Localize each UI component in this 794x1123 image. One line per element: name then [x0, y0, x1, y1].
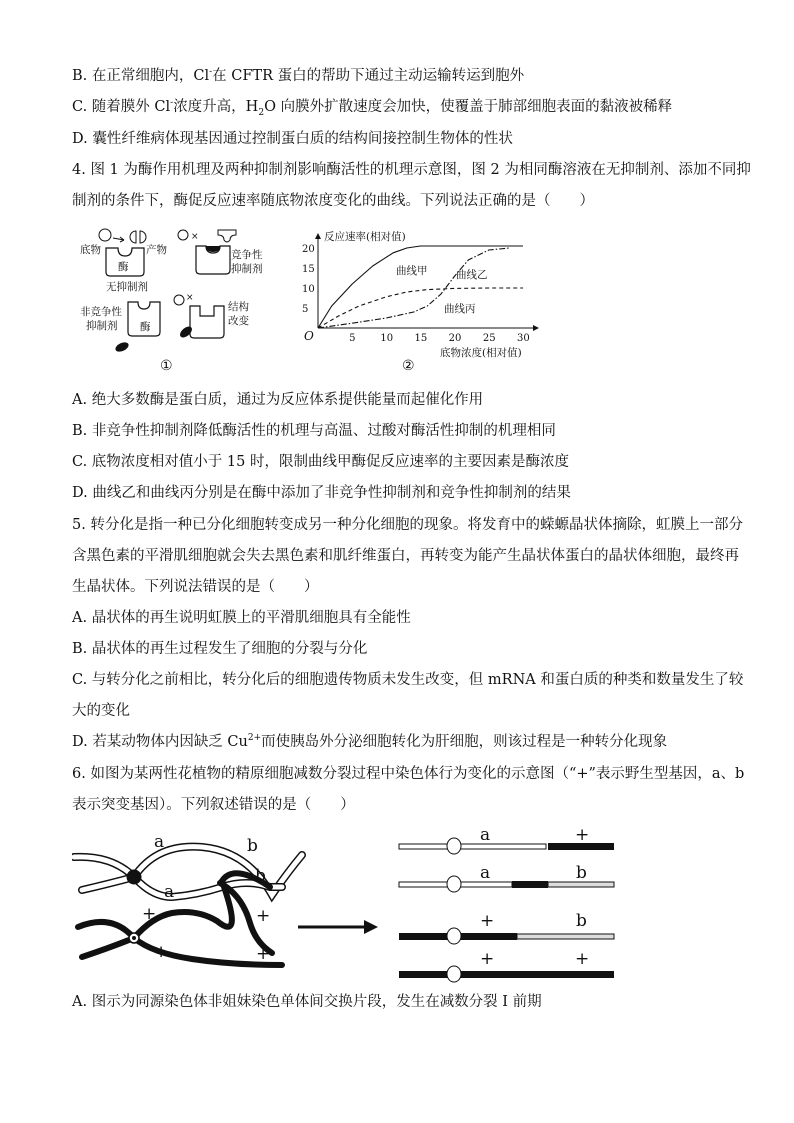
- q5-stem-line1: 5. 转分化是指一种已分化细胞转变成另一种分化细胞的现象。将发育中的蝾螈晶状体摘除，虹膜上一部分: [72, 517, 743, 533]
- substrate-circle-3: [174, 295, 184, 305]
- enzyme-mechanism-figure: [78, 226, 278, 376]
- product-half-right: [140, 231, 146, 243]
- chart-title: 反应速率(相对值): [324, 231, 406, 243]
- q5-option-c-line1: C. 与转分化之前相比，转分化后的细胞遗传物质未发生改变，但 mRNA 和蛋白质的种类和数量发生了较: [72, 672, 744, 688]
- q5-option-c-line2: 大的变化: [72, 703, 130, 719]
- q4-option-a: A. 绝大多数酶是蛋白质，通过为反应体系提供能量而起催化作用: [72, 392, 484, 408]
- q5-stem-line3: 生晶状体。下列说法错误的是（ ）: [72, 579, 319, 595]
- result-gene-b-2: b: [576, 863, 587, 883]
- q4-stem-line1: 4. 图 1 为酶作用机理及两种抑制剂影响酶活性的机理示意图，图 2 为相同酶溶液在无抑制剂、添加不同抑: [72, 162, 751, 178]
- series-label-2: 曲线乙: [456, 269, 488, 281]
- series-line-3: [318, 288, 523, 328]
- origin-label: O: [304, 329, 314, 343]
- label-noncompetitive-2: 抑制剂: [86, 320, 118, 332]
- result-gene-plus-4a: +: [480, 949, 495, 969]
- x-tick-label: 25: [482, 333, 496, 344]
- x-tick-label: 15: [414, 333, 428, 344]
- x-tick-label: 20: [448, 333, 462, 344]
- result-gene-a-1: a: [480, 825, 491, 845]
- label-noncompetitive-1: 非竞争性: [80, 306, 122, 318]
- label-product: 产物: [146, 244, 167, 256]
- result-gene-b-3: b: [576, 911, 587, 931]
- label-structure-1: 结构: [228, 301, 249, 313]
- q3-option-d: D. 囊性纤维病体现基因通过控制蛋白质的结构间接控制生物体的性状: [72, 131, 513, 147]
- gene-plus-2: +: [256, 906, 271, 926]
- q6-stem-line2: 表示突变基因）。下列叙述错误的是（ ）: [72, 797, 355, 813]
- q3-option-b: B. 在正常细胞内，Cl-在 CFTR 蛋白的帮助下通过主动运输转运到胞外: [72, 67, 525, 84]
- reaction-rate-chart: [298, 226, 548, 376]
- q5-stem-line2: 含黑色素的平滑肌细胞就会失去黑色素和肌纤维蛋白，再转变为能产生晶状体蛋白的晶状体细胞，最终再: [72, 548, 739, 564]
- x-tick-label: 10: [380, 333, 394, 344]
- gene-b-top: b: [247, 836, 258, 856]
- q3-option-c: C. 随着膜外 Cl-浓度升高，$H_2O$ 向膜外扩散速度会加快，使覆盖于肺部细胞表面的黏液被稀释: [72, 98, 673, 118]
- result-gene-plus-4b: +: [575, 949, 590, 969]
- q6-option-a: A. 图示为同源染色体非姐妹染色单体间交换片段，发生在减数分裂 I 前期: [72, 994, 542, 1010]
- result-gene-plus-1: +: [575, 825, 590, 845]
- q5-option-a: A. 晶状体的再生说明虹膜上的平滑肌细胞具有全能性: [72, 610, 411, 626]
- x-axis-label: 底物浓度(相对值): [440, 347, 522, 359]
- series-line-1: [318, 246, 523, 328]
- y-tick-label: 10: [302, 284, 315, 295]
- x-tick-label: 30: [517, 333, 530, 344]
- x-tick-label: 5: [349, 333, 356, 344]
- gene-plus-1: +: [142, 904, 157, 924]
- substrate-circle-2: [178, 230, 188, 240]
- blocked-mark-1: ×: [191, 232, 199, 242]
- series-label-3: 曲线丙: [444, 303, 476, 315]
- centromere-light: [127, 870, 141, 884]
- label-competitive-2: 抑制剂: [231, 263, 263, 275]
- crossing-over-figure: [72, 825, 632, 990]
- q5-option-b: B. 晶状体的再生过程发生了细胞的分裂与分化: [72, 641, 368, 657]
- dark-chromatid-2: [82, 938, 282, 965]
- label-enzyme-1: 酶: [118, 261, 129, 273]
- label-enzyme-2: 酶: [140, 321, 151, 333]
- series-label-1: 曲线甲: [396, 265, 428, 277]
- y-tick-label: 15: [302, 264, 315, 275]
- q4-stem-line2: 制剂的条件下，酶促反应速率随底物浓度变化的曲线。下列说法正确的是（ ）: [72, 193, 594, 209]
- competitive-inhibitor-shape: [218, 230, 236, 242]
- result-gene-plus-3: +: [480, 911, 495, 931]
- gene-a-top: a: [154, 832, 165, 852]
- label-competitive-1: 竞争性: [231, 249, 263, 261]
- enzyme-altered: [190, 306, 224, 338]
- substrate-circle: [99, 229, 111, 241]
- label-no-inhibitor: 无抑制剂: [106, 281, 148, 293]
- q4-option-c: C. 底物浓度相对值小于 15 时，限制曲线甲酶促反应速率的主要因素是酶浓度: [72, 454, 569, 470]
- gene-a-middle: a: [164, 882, 175, 902]
- noncompetitive-inhibitor: [114, 340, 130, 353]
- y-tick-label: 5: [302, 304, 309, 315]
- gene-b-right: b: [255, 866, 266, 886]
- label-structure-2: 改变: [228, 315, 249, 327]
- label-substrate: 底物: [80, 244, 101, 256]
- q4-option-d: D. 曲线乙和曲线丙分别是在酶中添加了非竞争性抑制剂和竞争性抑制剂的结果: [72, 485, 571, 501]
- result-gene-a-2: a: [480, 863, 491, 883]
- gene-plus-4: +: [256, 944, 271, 964]
- figure1-number: ①: [160, 358, 173, 374]
- product-half-left: [130, 231, 136, 243]
- q5-option-d: D. 若某动物体内因缺乏 $Cu^{2+}$而使胰岛外分泌细胞转化为肝细胞，则该过程是一种转分化现象: [72, 733, 668, 750]
- q4-option-b: B. 非竞争性抑制剂降低酶活性的机理与高温、过酸对酶活性抑制的机理相同: [72, 423, 556, 439]
- y-tick-label: 20: [302, 244, 315, 255]
- blocked-mark-2: ×: [186, 293, 194, 303]
- figure2-number: ②: [402, 358, 415, 374]
- gene-plus-3: +: [154, 942, 169, 962]
- q6-stem-line1: 6. 如图为某两性花植物的精原细胞减数分裂过程中染色体行为变化的示意图（“+”表示野生型基因，a、b: [72, 766, 745, 782]
